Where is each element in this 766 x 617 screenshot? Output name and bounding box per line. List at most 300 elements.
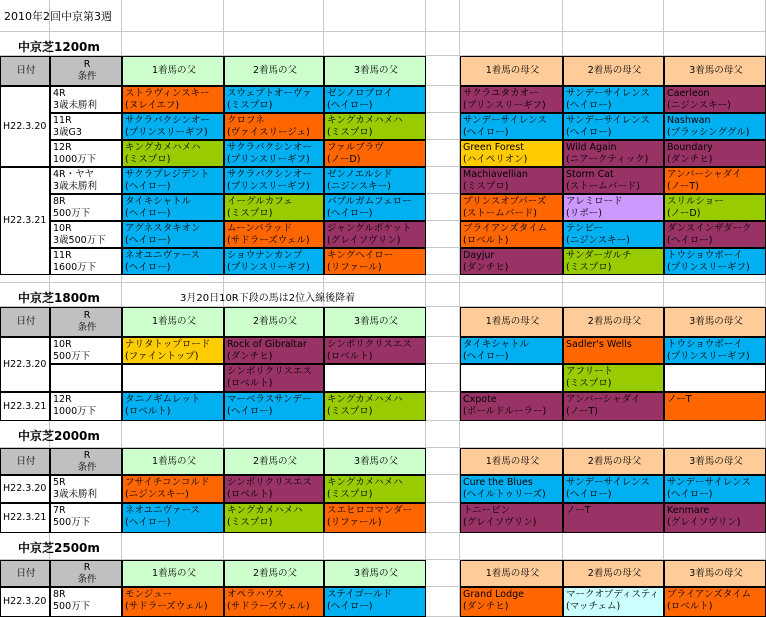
- race-cell[interactable]: [50, 86, 122, 113]
- grid-cell[interactable]: [426, 140, 460, 167]
- dam-sire-cell[interactable]: [563, 337, 664, 364]
- grid-cell[interactable]: [426, 221, 460, 248]
- dam-sire-cell[interactable]: [664, 167, 766, 194]
- sire-cell[interactable]: [324, 475, 426, 503]
- section-title: 中京芝1800m: [18, 291, 100, 305]
- header-dam_sire3[interactable]: [664, 307, 766, 337]
- dam-sire-name: プリンスオブバーズ: [463, 196, 547, 207]
- date-cell[interactable]: [0, 392, 50, 421]
- grid-cell[interactable]: [426, 86, 460, 113]
- sire-cell[interactable]: [122, 86, 224, 113]
- dam-sire-cell[interactable]: [563, 140, 664, 167]
- date-value: H22.3.20: [3, 358, 47, 370]
- dam-sire-line: (ボールドルーラー): [463, 406, 547, 417]
- grid-cell[interactable]: [563, 0, 664, 32]
- dam-sire-cell[interactable]: [563, 167, 664, 194]
- race-cell[interactable]: [50, 475, 122, 503]
- grid-cell[interactable]: [426, 32, 460, 56]
- dam-sire-name: サンデーサイレンス: [566, 115, 650, 126]
- dam-sire-name: サンデーサイレンス: [566, 88, 650, 99]
- header-date[interactable]: [0, 56, 50, 86]
- race-condition: 500万下: [53, 351, 91, 362]
- dam-sire-name: Storm Cat: [566, 169, 614, 180]
- race-cell[interactable]: [50, 113, 122, 140]
- dam-sire-line: (プリンスリーギフ): [463, 100, 546, 111]
- header-sire3-label: 3着馬の父: [353, 455, 399, 467]
- dam-sire-line: (ミスプロ): [566, 378, 612, 389]
- sire-line: (ロベルト): [227, 378, 273, 389]
- header-sire2[interactable]: [224, 56, 324, 86]
- header-sire3[interactable]: [324, 448, 426, 475]
- dam-sire-cell[interactable]: [460, 364, 563, 392]
- race-cell[interactable]: [50, 194, 122, 221]
- race-cell[interactable]: [50, 337, 122, 364]
- sire-cell[interactable]: [224, 337, 324, 364]
- grid-cell[interactable]: [460, 275, 563, 283]
- grid-cell[interactable]: [426, 275, 460, 283]
- sire-cell[interactable]: [224, 140, 324, 167]
- header-dam_sire3-label: 3着馬の母父: [689, 65, 743, 76]
- header-dam_sire2[interactable]: [563, 56, 664, 86]
- grid-cell[interactable]: [664, 533, 766, 560]
- header-date-label: 日付: [16, 65, 36, 76]
- grid-cell[interactable]: [426, 0, 460, 32]
- header-sire3-label: 3着馬の父: [353, 65, 399, 76]
- dam-sire-cell[interactable]: [563, 194, 664, 221]
- dam-sire-name: サンデーサイレンス: [667, 477, 751, 488]
- header-sire3[interactable]: [324, 307, 426, 337]
- race-cell[interactable]: [50, 140, 122, 167]
- grid-cell[interactable]: [426, 448, 460, 475]
- dam-sire-cell[interactable]: [460, 221, 563, 248]
- race-condition: 3歳未勝利: [53, 100, 98, 111]
- grid-cell[interactable]: [324, 421, 426, 448]
- dam-sire-cell[interactable]: [460, 248, 563, 275]
- dam-sire-cell[interactable]: [460, 503, 563, 533]
- date-value: H22.3.21: [3, 400, 47, 412]
- sire-line: (プリンスリーギフ): [227, 154, 310, 165]
- header-date[interactable]: [0, 307, 50, 337]
- race-cell[interactable]: [50, 392, 122, 421]
- sire-name: ショウナンカンプ: [227, 250, 303, 261]
- grid-cell[interactable]: [664, 32, 766, 56]
- sire-cell[interactable]: [122, 194, 224, 221]
- grid-cell[interactable]: [563, 283, 664, 307]
- sire-cell[interactable]: [122, 392, 224, 421]
- dam-sire-cell[interactable]: [664, 194, 766, 221]
- sire-cell[interactable]: [324, 337, 426, 364]
- dam-sire-cell[interactable]: [460, 337, 563, 364]
- sire-line: (ファイントップ): [125, 351, 199, 362]
- dam-sire-cell[interactable]: [664, 503, 766, 533]
- dam-sire-name: サンデーサイレンス: [463, 115, 547, 126]
- dam-sire-line: (ブラッシンググル): [667, 127, 750, 138]
- dam-sire-cell[interactable]: [664, 392, 766, 421]
- grid-cell[interactable]: [460, 32, 563, 56]
- race-cell[interactable]: [50, 587, 122, 617]
- dam-sire-name: Sadler's Wells: [566, 339, 632, 350]
- grid-cell[interactable]: [563, 421, 664, 448]
- race-condition: 3歳未勝利: [53, 489, 98, 500]
- date-cell[interactable]: [0, 337, 50, 392]
- sire-name: モンジュー: [125, 589, 173, 600]
- dam-sire-cell[interactable]: [563, 392, 664, 421]
- dam-sire-name: テンビー: [566, 223, 604, 234]
- race-number: 8R: [53, 589, 66, 600]
- sire-name: Rock of Gibraltar: [227, 339, 307, 350]
- sire-cell[interactable]: [122, 113, 224, 140]
- header-race[interactable]: [50, 448, 122, 475]
- sire-name: ゼンノエルシド: [327, 169, 393, 180]
- grid-cell[interactable]: [460, 421, 563, 448]
- sire-cell[interactable]: [224, 167, 324, 194]
- header-sire2[interactable]: [224, 448, 324, 475]
- header-sire1[interactable]: [122, 560, 224, 587]
- header-dam_sire3-label: 3着馬の母父: [689, 455, 743, 467]
- grid-cell[interactable]: [122, 275, 224, 283]
- grid-cell[interactable]: [426, 167, 460, 194]
- sire-name: キングカメハメハ: [327, 477, 403, 488]
- sire-cell[interactable]: [224, 194, 324, 221]
- date-cell[interactable]: [0, 167, 50, 275]
- grid-cell[interactable]: [426, 248, 460, 275]
- date-value: H22.3.20: [3, 120, 47, 132]
- sire-line: (ノーD): [327, 154, 361, 165]
- sire-line: (ヘイロー): [227, 406, 273, 417]
- sire-name: シンボリクリスエス: [227, 366, 312, 377]
- header-dam_sire3[interactable]: [664, 560, 766, 587]
- sire-cell[interactable]: [224, 392, 324, 421]
- dam-sire-line: (ロベルト): [463, 235, 509, 246]
- grid-cell[interactable]: [324, 32, 426, 56]
- header-dam_sire1[interactable]: [460, 307, 563, 337]
- grid-cell[interactable]: [426, 503, 460, 533]
- grid-cell[interactable]: [664, 275, 766, 283]
- dam-sire-cell[interactable]: [563, 503, 664, 533]
- header-date[interactable]: [0, 560, 50, 587]
- header-race[interactable]: [50, 560, 122, 587]
- grid-cell[interactable]: [563, 533, 664, 560]
- dam-sire-cell[interactable]: [563, 364, 664, 392]
- header-date[interactable]: [0, 448, 50, 475]
- dam-sire-cell[interactable]: [460, 392, 563, 421]
- header-condition-label: 条件: [77, 322, 97, 333]
- race-condition: 500万下: [53, 601, 91, 612]
- sire-cell[interactable]: [224, 113, 324, 140]
- header-dam_sire1[interactable]: [460, 56, 563, 86]
- sire-line: (ロベルト): [327, 351, 373, 362]
- sire-name: キングカメハメハ: [327, 394, 403, 405]
- sire-cell[interactable]: [324, 194, 426, 221]
- sire-cell[interactable]: [224, 248, 324, 275]
- sire-cell[interactable]: [122, 140, 224, 167]
- dam-sire-line: (ノーD): [667, 208, 701, 219]
- dam-sire-cell[interactable]: [664, 221, 766, 248]
- dam-sire-cell[interactable]: [563, 113, 664, 140]
- grid-cell[interactable]: [122, 32, 224, 56]
- dam-sire-name: Dayjur: [463, 250, 495, 261]
- dam-sire-cell[interactable]: [664, 248, 766, 275]
- sire-cell[interactable]: [224, 221, 324, 248]
- dam-sire-line: (ヘイルトゥリーズ): [463, 489, 546, 500]
- sire-cell[interactable]: [324, 587, 426, 617]
- header-dam_sire2[interactable]: [563, 307, 664, 337]
- grid-cell[interactable]: [426, 56, 460, 86]
- dam-sire-cell[interactable]: [563, 86, 664, 113]
- header-race[interactable]: [50, 307, 122, 337]
- grid-cell[interactable]: [426, 560, 460, 587]
- sire-line: (ミスプロ): [227, 100, 273, 111]
- dam-sire-line: (リボー): [566, 208, 602, 219]
- grid-cell[interactable]: [324, 533, 426, 560]
- grid-cell[interactable]: [664, 283, 766, 307]
- grid-cell[interactable]: [224, 533, 324, 560]
- header-condition-label: 条件: [77, 71, 97, 82]
- date-cell[interactable]: [0, 503, 50, 533]
- header-sire1[interactable]: [122, 448, 224, 475]
- dam-sire-name: ブライアンズタイム: [667, 589, 752, 600]
- sire-cell[interactable]: [324, 86, 426, 113]
- grid-cell[interactable]: [664, 0, 766, 32]
- header-sire3-label: 3着馬の父: [353, 567, 399, 579]
- grid-cell[interactable]: [122, 421, 224, 448]
- grid-cell[interactable]: [426, 113, 460, 140]
- dam-sire-cell[interactable]: [460, 113, 563, 140]
- grid-cell[interactable]: [563, 32, 664, 56]
- race-number: 11R: [53, 250, 72, 261]
- sire-cell[interactable]: [122, 337, 224, 364]
- dam-sire-line: (ダンチヒ): [463, 262, 509, 273]
- dam-sire-cell[interactable]: [664, 140, 766, 167]
- sire-cell[interactable]: [324, 167, 426, 194]
- dam-sire-line: (ヘイロー): [667, 489, 713, 500]
- dam-sire-line: (ヘイロー): [566, 127, 612, 138]
- sire-cell[interactable]: [224, 475, 324, 503]
- dam-sire-name: Nashwan: [667, 115, 711, 126]
- date-cell[interactable]: [0, 587, 50, 617]
- sire-cell[interactable]: [224, 86, 324, 113]
- sire-name: ストラヴィンスキー: [125, 88, 210, 99]
- sire-line: (ヘイロー): [327, 208, 373, 219]
- dam-sire-line: (ハイペリオン): [463, 154, 528, 165]
- grid-cell[interactable]: [426, 421, 460, 448]
- sire-cell[interactable]: [324, 392, 426, 421]
- sire-name: ゼンノロブロイ: [327, 88, 393, 99]
- sire-cell[interactable]: [122, 475, 224, 503]
- dam-sire-cell[interactable]: [460, 475, 563, 503]
- grid-cell[interactable]: [224, 32, 324, 56]
- header-dam_sire2[interactable]: [563, 560, 664, 587]
- sire-cell[interactable]: [122, 587, 224, 617]
- dam-sire-name: Wild Again: [566, 142, 617, 153]
- header-dam_sire2-label: 2着馬の母父: [587, 567, 642, 579]
- header-dam_sire1[interactable]: [460, 560, 563, 587]
- grid-cell[interactable]: [426, 307, 460, 337]
- dam-sire-name: Machiavellian: [463, 169, 528, 180]
- grid-cell[interactable]: [324, 275, 426, 283]
- header-sire3[interactable]: [324, 560, 426, 587]
- grid-cell[interactable]: [426, 587, 460, 617]
- dam-sire-name: ノーT: [667, 394, 692, 405]
- grid-cell[interactable]: [224, 421, 324, 448]
- header-sire1-label: 1着馬の父: [151, 567, 197, 579]
- sire-line: (ヘイロー): [125, 235, 171, 246]
- sire-line: (サドラーズウェル): [227, 601, 310, 612]
- dam-sire-name: スリルショー: [667, 196, 724, 207]
- grid-cell[interactable]: [460, 283, 563, 307]
- dam-sire-name: Boundary: [667, 142, 713, 153]
- sire-cell[interactable]: [324, 113, 426, 140]
- grid-cell[interactable]: [0, 275, 50, 283]
- header-sire2-label: 2着馬の父: [252, 316, 298, 327]
- dam-sire-cell[interactable]: [664, 86, 766, 113]
- dam-sire-cell[interactable]: [563, 587, 664, 617]
- sire-name: ファルブラヴ: [327, 142, 384, 153]
- grid-cell[interactable]: [426, 533, 460, 560]
- sire-cell[interactable]: [324, 221, 426, 248]
- dam-sire-line: (ミスプロ): [463, 181, 509, 192]
- header-sire2-label: 2着馬の父: [252, 567, 298, 579]
- sire-line: (ミスプロ): [227, 208, 273, 219]
- dam-sire-name: Cxpote: [463, 394, 497, 405]
- sire-line: (サドラーズウェル): [125, 601, 208, 612]
- race-number: 5R: [53, 477, 66, 488]
- header-sire2[interactable]: [224, 560, 324, 587]
- grid-cell[interactable]: [460, 0, 563, 32]
- sire-name: バブルガムフェロー: [327, 196, 412, 207]
- dam-sire-cell[interactable]: [664, 337, 766, 364]
- sire-cell[interactable]: [122, 364, 224, 392]
- grid-cell[interactable]: [50, 275, 122, 283]
- sire-cell[interactable]: [224, 503, 324, 533]
- grid-cell[interactable]: [324, 0, 426, 32]
- date-value: H22.3.21: [3, 512, 47, 523]
- header-race-label: R: [83, 561, 91, 573]
- dam-sire-cell[interactable]: [460, 167, 563, 194]
- grid-cell[interactable]: [426, 392, 460, 421]
- grid-cell[interactable]: [122, 533, 224, 560]
- dam-sire-cell[interactable]: [460, 140, 563, 167]
- sire-cell[interactable]: [324, 364, 426, 392]
- race-number: 8R: [53, 196, 66, 207]
- dam-sire-name: Cure the Blues: [463, 477, 533, 488]
- header-sire1[interactable]: [122, 307, 224, 337]
- sire-cell[interactable]: [122, 221, 224, 248]
- dam-sire-cell[interactable]: [664, 587, 766, 617]
- header-sire1-label: 1着馬の父: [151, 316, 197, 327]
- dam-sire-line: (ノーT): [667, 181, 699, 192]
- header-sire2-label: 2着馬の父: [252, 455, 298, 467]
- race-cell[interactable]: [50, 248, 122, 275]
- grid-cell[interactable]: [426, 337, 460, 364]
- sire-cell[interactable]: [122, 248, 224, 275]
- sire-cell[interactable]: [324, 503, 426, 533]
- sire-name: イーグルカフェ: [227, 196, 293, 207]
- header-condition-label: 条件: [77, 573, 97, 585]
- dam-sire-cell[interactable]: [460, 587, 563, 617]
- date-value: H22.3.20: [3, 596, 47, 607]
- header-dam_sire1-label: 1着馬の母父: [485, 65, 540, 76]
- grid-cell[interactable]: [122, 0, 224, 32]
- grid-cell[interactable]: [426, 283, 460, 307]
- grid-cell[interactable]: [426, 364, 460, 392]
- sire-cell[interactable]: [122, 167, 224, 194]
- dam-sire-cell[interactable]: [664, 113, 766, 140]
- header-dam_sire3[interactable]: [664, 56, 766, 86]
- sire-cell[interactable]: [224, 364, 324, 392]
- sire-line: (ヘイロー): [125, 517, 171, 528]
- header-race[interactable]: [50, 56, 122, 86]
- sire-name: タニノギムレット: [125, 394, 201, 405]
- dam-sire-line: (プリンスリーギフ): [667, 351, 750, 362]
- dam-sire-cell[interactable]: [563, 221, 664, 248]
- race-cell[interactable]: [50, 503, 122, 533]
- sire-line: (ヘイロー): [327, 100, 373, 111]
- sire-line: (ヌレイエフ): [125, 100, 180, 111]
- sire-name: サクラプレジデント: [125, 169, 210, 180]
- header-dam_sire2[interactable]: [563, 448, 664, 475]
- sire-cell[interactable]: [122, 503, 224, 533]
- sire-cell[interactable]: [324, 140, 426, 167]
- header-dam_sire1[interactable]: [460, 448, 563, 475]
- dam-sire-name: マークオブディスティ: [566, 589, 660, 600]
- date-value: H22.3.20: [3, 483, 47, 494]
- grid-cell[interactable]: [460, 533, 563, 560]
- race-number: 4R: [53, 88, 66, 99]
- race-condition: 1000万下: [53, 406, 97, 417]
- dam-sire-name: アフリート: [566, 366, 614, 377]
- dam-sire-name: トウショウボーイ: [667, 250, 743, 261]
- dam-sire-cell[interactable]: [664, 475, 766, 503]
- date-cell[interactable]: [0, 475, 50, 503]
- dam-sire-name: アレミロード: [566, 196, 623, 207]
- grid-cell[interactable]: [426, 194, 460, 221]
- header-sire2[interactable]: [224, 307, 324, 337]
- race-number: 10R: [53, 223, 72, 234]
- grid-cell[interactable]: [426, 475, 460, 503]
- header-dam_sire3[interactable]: [664, 448, 766, 475]
- sire-cell[interactable]: [224, 587, 324, 617]
- header-sire3[interactable]: [324, 56, 426, 86]
- race-number: 12R: [53, 394, 72, 405]
- race-cell[interactable]: [50, 167, 122, 194]
- race-number: 12R: [53, 142, 72, 153]
- grid-cell[interactable]: [224, 275, 324, 283]
- dam-sire-name: アンバーシャダイ: [667, 169, 742, 180]
- sire-cell[interactable]: [324, 248, 426, 275]
- race-cell[interactable]: [50, 364, 122, 392]
- dam-sire-cell[interactable]: [460, 86, 563, 113]
- dam-sire-line: (グレイソヴリン): [463, 517, 537, 528]
- sire-name: キングカメハメハ: [125, 142, 201, 153]
- race-cell[interactable]: [50, 221, 122, 248]
- sire-name: フサイチコンコルド: [125, 477, 210, 488]
- race-number: 10R: [53, 339, 72, 350]
- dam-sire-cell[interactable]: [563, 475, 664, 503]
- sire-line: (ニジンスキー): [327, 181, 391, 192]
- sire-line: (ミスプロ): [327, 489, 373, 500]
- grid-cell[interactable]: [563, 275, 664, 283]
- dam-sire-cell[interactable]: [563, 248, 664, 275]
- dam-sire-line: (ニジンスキー): [566, 235, 630, 246]
- header-sire1[interactable]: [122, 56, 224, 86]
- grid-cell[interactable]: [224, 0, 324, 32]
- date-cell[interactable]: [0, 86, 50, 167]
- dam-sire-cell[interactable]: [664, 364, 766, 392]
- dam-sire-line: (ダンチヒ): [667, 154, 713, 165]
- dam-sire-cell[interactable]: [460, 194, 563, 221]
- grid-cell[interactable]: [664, 421, 766, 448]
